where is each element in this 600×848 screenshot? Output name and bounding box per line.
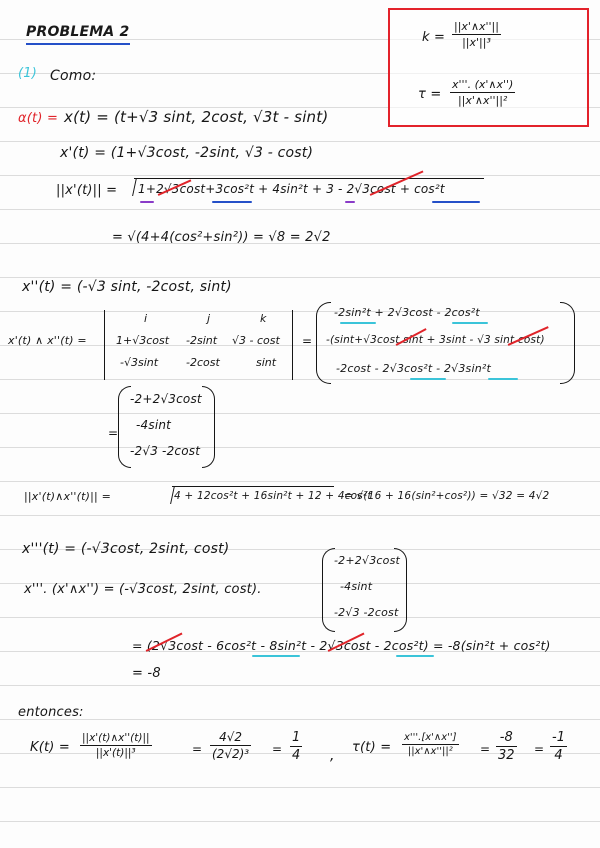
dot-product-lhs: x'''. (x'∧x'') = (-√3cost, 2sint, cost). xyxy=(24,582,262,597)
torsion-final-fraction xyxy=(402,732,459,757)
dot-vec-row1: -2+2√3cost xyxy=(334,554,401,567)
purple-underline-2 xyxy=(345,201,355,203)
cyan-underline-4 xyxy=(488,378,518,380)
curvature-final-num: ||x'(t)∧x''(t)|| xyxy=(82,732,150,744)
k-formula-den: ||x'||³ xyxy=(452,34,501,49)
curvature-value-num: 1 xyxy=(292,730,301,745)
torsion-final-den: ||x'∧x''||² xyxy=(402,744,459,757)
tau-formula-lhs: τ = xyxy=(418,87,442,102)
curvature-eq1-num: 4√2 xyxy=(219,730,242,744)
page-title: PROBLEMA 2 xyxy=(26,24,130,40)
step-label: (1) xyxy=(18,66,38,81)
det-r3c2: -2cost xyxy=(186,356,220,369)
torsion-value-num: -1 xyxy=(552,730,565,745)
result-paren-right xyxy=(560,302,575,384)
curvature-eq1-fraction xyxy=(210,730,251,761)
torsion-final-lhs: τ(t) = xyxy=(352,740,392,755)
norm-first-derivative-simplified: = √(4+4(cos²+sin²)) = √8 = 2√2 xyxy=(112,230,331,245)
blue-underline-1 xyxy=(212,201,252,203)
det-left-bar xyxy=(104,310,105,380)
cyan-underline-1 xyxy=(340,322,376,324)
dot-vec-row3: -2√3 -2cost xyxy=(334,606,399,619)
second-derivative: x''(t) = (-√3 sint, -2cost, sint) xyxy=(22,279,232,295)
norm-cross-mid: 4 + 12cos²t + 16sin²t + 12 + 4cos²t xyxy=(174,490,372,502)
determinant xyxy=(112,312,292,382)
tau-formula-fraction xyxy=(450,78,515,107)
cyan-underline-3 xyxy=(410,378,446,380)
det-r3c1: -√3sint xyxy=(120,356,159,369)
det-r2c3: √3 - cost xyxy=(232,334,280,347)
cyan-underline-2 xyxy=(452,322,488,324)
norm-first-derivative-lhs: ||x'(t)|| = xyxy=(56,183,118,198)
torsion-eq1-fraction xyxy=(496,730,517,763)
det-right-bar xyxy=(292,310,293,380)
torsion-eq1-num: -8 xyxy=(499,730,513,745)
blue-underline-2 xyxy=(432,201,480,203)
det-r3c3: sint xyxy=(256,356,277,369)
purple-underline-1 xyxy=(140,201,154,203)
curvature-value-den: 4 xyxy=(292,748,301,763)
title-underline xyxy=(26,43,130,45)
simplified-paren-right xyxy=(202,386,215,468)
det-r2c2: -2sint xyxy=(186,334,218,347)
intro-text: Como: xyxy=(50,68,97,84)
third-derivative: x'''(t) = (-√3cost, 2sint, cost) xyxy=(22,541,230,557)
dot-expansion: = (2√3cost - 6cos²t - 8sin²t - 2√3cost - 2cos²t) = -8(sin²t + cos²t) xyxy=(132,638,551,653)
separator-comma: , xyxy=(330,748,335,764)
det-r2c1: 1+√3cost xyxy=(116,334,170,347)
cross-product-lhs: x'(t) ∧ x''(t) = xyxy=(8,334,87,347)
notebook-page: PROBLEMA 2 k = $\frac{||x'\wedge x''||}{\text{||x'||³}}$ τ = $\frac{x'''. (x'\wedge x'')}{\text{||x'∧x''||²}}$ (1) Como: α(t) = x(t) = (t+√3 sint, 2cost, √3t - sint) x'(t) = (1+√3cost, -2sint, √3 - cost) ||x'(t)|| = 1+2√3cost+3cos²t + 4sin²t + 3 - 2√3cost + cos²t = √(4+4(cos²+sin²)) = √8 = 2√2 x''(t) = (-√3 sint, -2cost, sint) x'(t) ∧ x''(t) = i j k 1+√3cost -2sint √3 - cost -√3sint -2cost sint = -2sin²t + 2√3cost - 2cos²t -(sint+√3cost sint + 3sint - √3 sint cost) -2cost - 2√3cos²t - 2√3sin²t = -2+2√3cost -4sint -2√3 -2cost ||x'(t)∧x''(t)|| = 4 + 12cos²t + 16sin²t + 12 + 4cos²t = √(16 + 16(sin²+cos²)) = √32 = 4√2 x'''(t) = (-√3cost, 2sint, cost) x'''. (x'∧x'') = (-√3cost, 2sint, cost). -2+2√3cost -4sint -2√3 -2cost = (2√3cost - 6cos²t - 8sin²t - 2√3cost - 2cos²t) = -8(sin²t + cos²t) = -8 entonces: K(t) = $\frac{||x'(t)\wedge x''(t)||}{\text{||x'(t)||³}}$ = $\frac{4√2}{\text{(2√2)³}}$ = $\frac{1}{4}$ , τ(t) = $\frac{x'''.[x'\wedge x'']}{\text{||x'∧x''||²}}$ = $\frac{-8}{32}$ = $\frac{-1}{4}$ xyxy=(0,0,600,848)
torsion-value-den: 4 xyxy=(550,746,567,763)
cross-result-row1: -2sin²t + 2√3cost - 2cos²t xyxy=(334,306,480,319)
det-k: k xyxy=(260,312,267,325)
simplified-row3: -2√3 -2cost xyxy=(130,444,201,458)
norm-cross-lhs: ||x'(t)∧x''(t)|| = xyxy=(24,490,112,503)
curvature-final-fraction xyxy=(80,732,152,759)
dot-result: = -8 xyxy=(132,666,161,681)
curvature-value-fraction xyxy=(290,730,302,763)
det-j: j xyxy=(207,312,211,325)
simplified-row1: -2+2√3cost xyxy=(130,392,202,406)
curvature-final-den: ||x'(t)||³ xyxy=(80,745,152,759)
dot-vec-row2: -4sint xyxy=(340,580,373,593)
curvature-final-lhs: K(t) = xyxy=(30,740,70,755)
cross-result-row3: -2cost - 2√3cos²t - 2√3sin²t xyxy=(336,362,492,375)
cyan-underline-5 xyxy=(252,655,300,657)
alpha-equation: x(t) = (t+√3 sint, 2cost, √3t - sint) xyxy=(64,108,329,126)
k-formula-num: ||x'∧x''|| xyxy=(454,20,499,33)
simplified-row2: -4sint xyxy=(136,418,172,432)
det-i: i xyxy=(144,312,148,325)
tau-formula-num: x'''. (x'∧x'') xyxy=(452,78,514,91)
torsion-final-num: x'''.[x'∧x''] xyxy=(404,732,457,743)
norm-cross-rhs: = √(16 + 16(sin²+cos²)) = √32 = 4√2 xyxy=(344,490,550,502)
curvature-eq1-den: (2√2)³ xyxy=(212,747,250,761)
conclusion-label: entonces: xyxy=(18,705,84,720)
k-formula-fraction xyxy=(452,20,501,49)
first-derivative: x'(t) = (1+√3cost, -2sint, √3 - cost) xyxy=(60,145,314,161)
cross-result-row2: -(sint+√3cost sint + 3sint - √3 sint cost) xyxy=(326,334,545,346)
k-formula-lhs: k = xyxy=(422,30,446,45)
torsion-value-fraction xyxy=(550,730,567,763)
torsion-eq1-den: 32 xyxy=(498,748,515,763)
cyan-underline-6 xyxy=(396,655,434,657)
alpha-label: α(t) = xyxy=(18,111,59,126)
tau-formula-den: ||x'∧x''||² xyxy=(450,92,515,107)
norm-first-derivative-rhs: 1+2√3cost+3cos²t + 4sin²t + 3 - 2√3cost + cos²t xyxy=(138,182,445,196)
formulas-box xyxy=(388,8,589,127)
